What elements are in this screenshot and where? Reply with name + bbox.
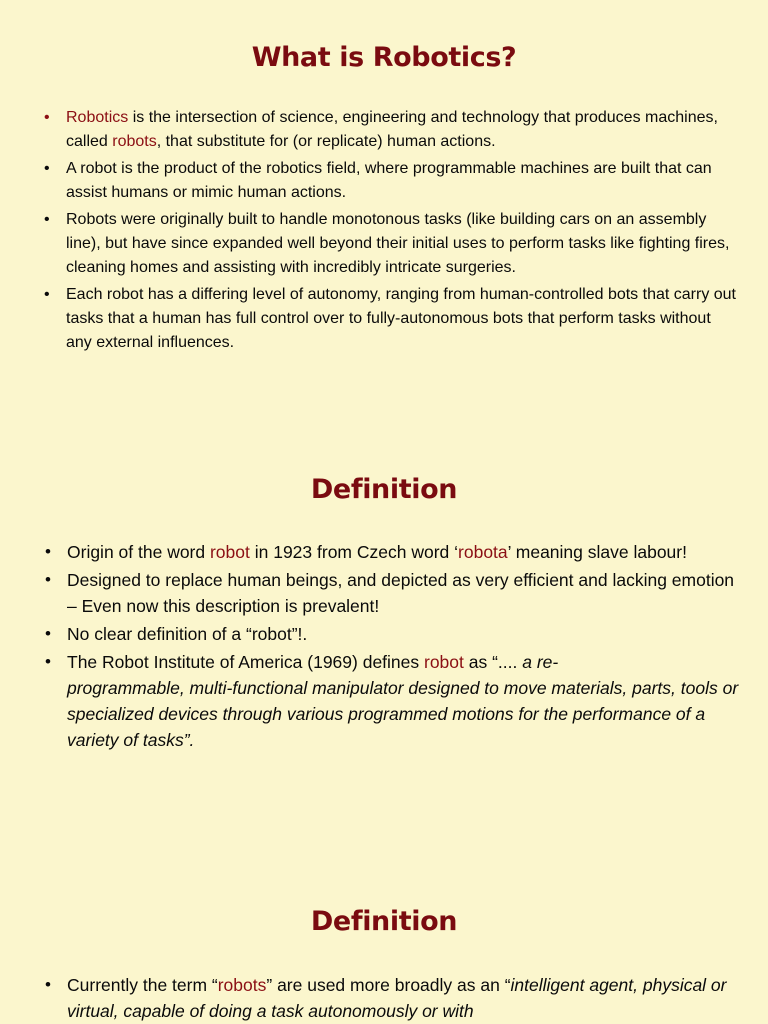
list-item bbox=[45, 567, 740, 619]
bullet-list bbox=[0, 106, 768, 355]
list-item-text: Currently the term “ bbox=[67, 975, 218, 995]
definition-quote-start: a re- bbox=[522, 652, 559, 672]
keyword-robot: robot bbox=[209, 542, 250, 562]
list-item bbox=[44, 106, 740, 154]
list-item bbox=[44, 157, 740, 205]
keyword-robots: robots bbox=[112, 133, 157, 150]
keyword-robota: robota bbox=[458, 542, 508, 562]
slide-title: What is Robotics? bbox=[251, 42, 517, 73]
bullet-icon: • bbox=[44, 160, 50, 177]
slide-definition-2 bbox=[0, 898, 768, 1024]
slide-title: Definition bbox=[310, 906, 458, 937]
bullet-icon: • bbox=[44, 211, 50, 228]
bullet-list bbox=[0, 972, 768, 1024]
keyword-robots: robots bbox=[217, 975, 267, 995]
bullet-icon: • bbox=[44, 109, 50, 126]
definition-quote: intelligent agent, physical or virtual, capable of doing a task autonomously or with bbox=[67, 975, 727, 1021]
bullet-icon: • bbox=[45, 542, 51, 561]
list-item-text: A robot is the product of the robotics field, where programmable machines are built that can assist humans or mimic human actions. bbox=[66, 160, 712, 201]
slide-title: Definition bbox=[310, 474, 458, 505]
list-item-text: The Robot Institute of America (1969) defines bbox=[67, 652, 424, 672]
list-item-text: as “.... bbox=[463, 652, 523, 672]
list-item-text: , that substitute for (or replicate) human actions. bbox=[156, 133, 496, 150]
list-item-text: ’ meaning slave labour! bbox=[507, 542, 687, 562]
definition-quote: programmable, multi-functional manipulator designed to move materials, parts, tools or specialized devices through various programmed motions for the performance of a variety of tasks”. bbox=[67, 678, 739, 750]
list-item bbox=[44, 208, 740, 280]
list-item bbox=[45, 649, 740, 753]
list-item-text: is the intersection of science, engineering and technology that produces machines, called bbox=[66, 109, 718, 150]
list-item bbox=[45, 972, 740, 1024]
list-item-text: Designed to replace human beings, and depicted as very efficient and lacking emotion – Even now this description is prevalent! bbox=[67, 570, 735, 616]
keyword-robot: robot bbox=[424, 652, 464, 672]
bullet-icon: • bbox=[44, 286, 50, 303]
slide-definition bbox=[0, 466, 768, 755]
bullet-icon: • bbox=[45, 975, 51, 994]
list-item-text: Origin of the word bbox=[67, 542, 210, 562]
bullet-icon: • bbox=[45, 652, 51, 671]
slide-what-is-robotics bbox=[0, 34, 768, 358]
list-item-text: Each robot has a differing level of autonomy, ranging from human-controlled bots that carry out tasks that a human has full control over to fully-autonomous bots that perform tasks without any external influences. bbox=[66, 286, 736, 351]
list-item bbox=[44, 283, 740, 355]
bullet-icon: • bbox=[45, 570, 51, 589]
list-item-text: No clear definition of a “robot”!. bbox=[67, 624, 308, 644]
list-item-text: Robots were originally built to handle monotonous tasks (like building cars on an assembly line), but have since expanded well beyond their initial uses to perform tasks like fighting fires, cleaning homes and assisting with incredibly intricate surgeries. bbox=[66, 211, 730, 276]
bullet-list bbox=[0, 539, 768, 753]
list-item-text: in 1923 from Czech word ‘ bbox=[249, 542, 459, 562]
list-item-text: ” are used more broadly as an “ bbox=[266, 975, 511, 995]
keyword-robotics: Robotics bbox=[66, 109, 129, 126]
bullet-icon: • bbox=[45, 624, 51, 643]
list-item bbox=[45, 539, 740, 565]
list-item bbox=[45, 621, 740, 647]
